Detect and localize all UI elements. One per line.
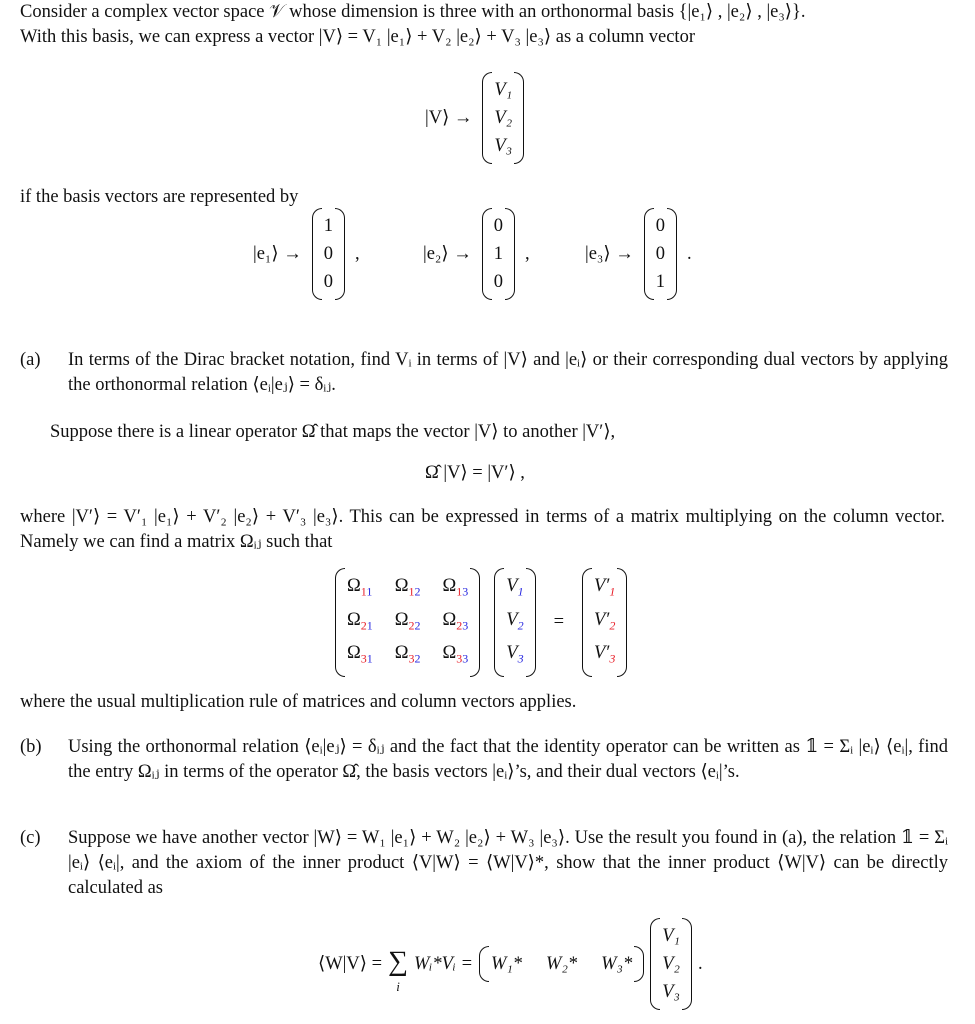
- component: V₁: [494, 80, 513, 100]
- matrix-entry: $\Omega_{22}$: [394, 609, 421, 633]
- separator: ,: [354, 243, 360, 264]
- v-prime-component: $V'_2$: [594, 609, 616, 633]
- col-index: 1: [366, 652, 373, 667]
- separator: ,: [524, 243, 530, 264]
- column-vector: [482, 72, 524, 164]
- equation-omega: Ω̂ |V⟩ = |V′⟩ ,: [425, 463, 525, 483]
- separator: .: [686, 243, 692, 264]
- row-index: 1: [456, 584, 463, 599]
- part-a-text: In terms of the Dirac bracket notation, find Vᵢ in terms of |V⟩ and |eᵢ⟩ or their corresponding dual vectors by applying the orthonormal relation ⟨eᵢ|eⱼ⟩ = δᵢⱼ.: [68, 350, 948, 395]
- v-prime-column-vector: [582, 568, 627, 677]
- row-index: 2: [456, 618, 463, 633]
- sum-operator: [388, 947, 408, 997]
- row-index: 3: [408, 652, 415, 667]
- index: 1: [609, 584, 616, 599]
- basis-e1: [253, 208, 360, 300]
- matrix-entry: $\Omega_{12}$: [394, 576, 421, 599]
- v-component: $V_2$: [506, 609, 524, 633]
- part-b-text: Using the orthonormal relation ⟨eᵢ|eⱼ⟩ = δᵢⱼ and the fact that the identity operator can be written as 𝟙 = Σᵢ |eᵢ⟩ ⟨eᵢ|, find the entry Ωᵢⱼ in terms of the operator Ω̂, the basis vectors |eᵢ⟩’s, and their dual vectors ⟨eᵢ|’s.: [68, 737, 948, 782]
- component: V₃: [494, 136, 513, 156]
- equals-sign: =: [553, 612, 564, 633]
- omega-matrix: [335, 568, 480, 677]
- index: 3: [609, 652, 616, 667]
- row-index: 3: [360, 652, 367, 667]
- v-prime-component: $V'_1$: [594, 576, 616, 599]
- usual-rule-text: where the usual multiplication rule of matrices and column vectors applies.: [20, 692, 577, 712]
- matrix-entry: $\Omega_{21}$: [347, 609, 373, 633]
- period: .: [697, 953, 703, 974]
- col-index: 1: [366, 618, 373, 633]
- col-index: 2: [414, 584, 421, 599]
- v-prime-component: $V'_3$: [594, 643, 616, 667]
- column-vector: 0 0 1: [644, 208, 677, 300]
- matrix-entry: $\Omega_{31}$: [347, 643, 373, 667]
- sum-index: i: [396, 979, 400, 994]
- matrix-entry: $\Omega_{11}$: [347, 576, 373, 599]
- basis-e3: [585, 208, 692, 300]
- column-vector: 1 0 0: [312, 208, 345, 300]
- basis-intro: if the basis vectors are represented by: [20, 187, 299, 207]
- row-index: 2: [408, 618, 415, 633]
- matrix-entry: $\Omega_{32}$: [394, 643, 421, 667]
- col-index: 3: [462, 652, 469, 667]
- part-c-label: (c): [20, 828, 41, 848]
- eq-v-lhs: |V⟩ →: [425, 108, 473, 128]
- basis-lhs: |e₃⟩ →: [585, 244, 634, 264]
- final-lhs: ⟨W|V⟩ =: [318, 954, 383, 974]
- v-column-vector: [494, 568, 535, 677]
- matrix-entry: $\Omega_{33}$: [442, 643, 469, 667]
- index: 3: [517, 652, 524, 667]
- col-index: 1: [366, 584, 373, 599]
- col-index: 2: [414, 652, 421, 667]
- where-text: where |V′⟩ = V′₁ |e₁⟩ + V′₂ |e₂⟩ + V′₃ |e₃⟩. This can be expressed in terms of a matrix multiplying on the column vector. Namely we can find a matrix Ωᵢⱼ such that: [20, 507, 945, 552]
- equation-v-column: [425, 72, 524, 164]
- part-a-label: (a): [20, 350, 41, 370]
- sum-term: Wᵢ*Vᵢ =: [414, 953, 473, 974]
- index: 1: [517, 584, 524, 599]
- basis-lhs: |e₂⟩ →: [423, 244, 472, 264]
- col-index: 3: [462, 618, 469, 633]
- basis-lhs: |e₁⟩ →: [253, 244, 302, 264]
- component: V₂: [494, 108, 513, 128]
- intro-line-2: With this basis, we can express a vector |V⟩ = V₁ |e₁⟩ + V₂ |e₂⟩ + V₃ |e₃⟩ as a column vector: [20, 27, 695, 47]
- matrix-entry: $\Omega_{13}$: [442, 576, 469, 599]
- matrix-entry: $\Omega_{23}$: [442, 609, 469, 633]
- index: 2: [609, 618, 616, 633]
- v-component: $V_3$: [506, 643, 524, 667]
- row-index: 2: [360, 618, 367, 633]
- column-vector: 0 1 0: [482, 208, 515, 300]
- col-index: 3: [462, 584, 469, 599]
- v-component: $V_1$: [506, 576, 524, 599]
- part-c-text: Suppose we have another vector |W⟩ = W₁ |e₁⟩ + W₂ |e₂⟩ + W₃ |e₃⟩. Use the result you found in (a), the relation 𝟙 = Σᵢ |eᵢ⟩ ⟨eᵢ|, and the axiom of the inner product ⟨V|W⟩ = ⟨W|V⟩*, show that the inner product ⟨W|V⟩ can be directly calculated as: [68, 828, 948, 898]
- part-b-label: (b): [20, 737, 42, 757]
- row-index: 1: [360, 584, 367, 599]
- matrix-equation: [335, 568, 627, 677]
- index: 2: [517, 618, 524, 633]
- column-vector: V₁ V₂ V₃: [650, 918, 692, 1010]
- col-index: 2: [414, 618, 421, 633]
- basis-e2: [423, 208, 530, 300]
- row-vector: W₁* W₂* W₃*: [479, 946, 644, 982]
- row-index: 1: [408, 584, 415, 599]
- final-equation: [318, 918, 703, 1010]
- sum-symbol: ∑: [388, 946, 408, 977]
- intro-line-1: Consider a complex vector space 𝒱 whose dimension is three with an orthonormal basis {|e₁⟩ , |e₂⟩ , |e₃⟩}.: [20, 2, 806, 22]
- suppose-text: Suppose there is a linear operator Ω̂ that maps the vector |V⟩ to another |V′⟩,: [50, 422, 616, 442]
- row-index: 3: [456, 652, 463, 667]
